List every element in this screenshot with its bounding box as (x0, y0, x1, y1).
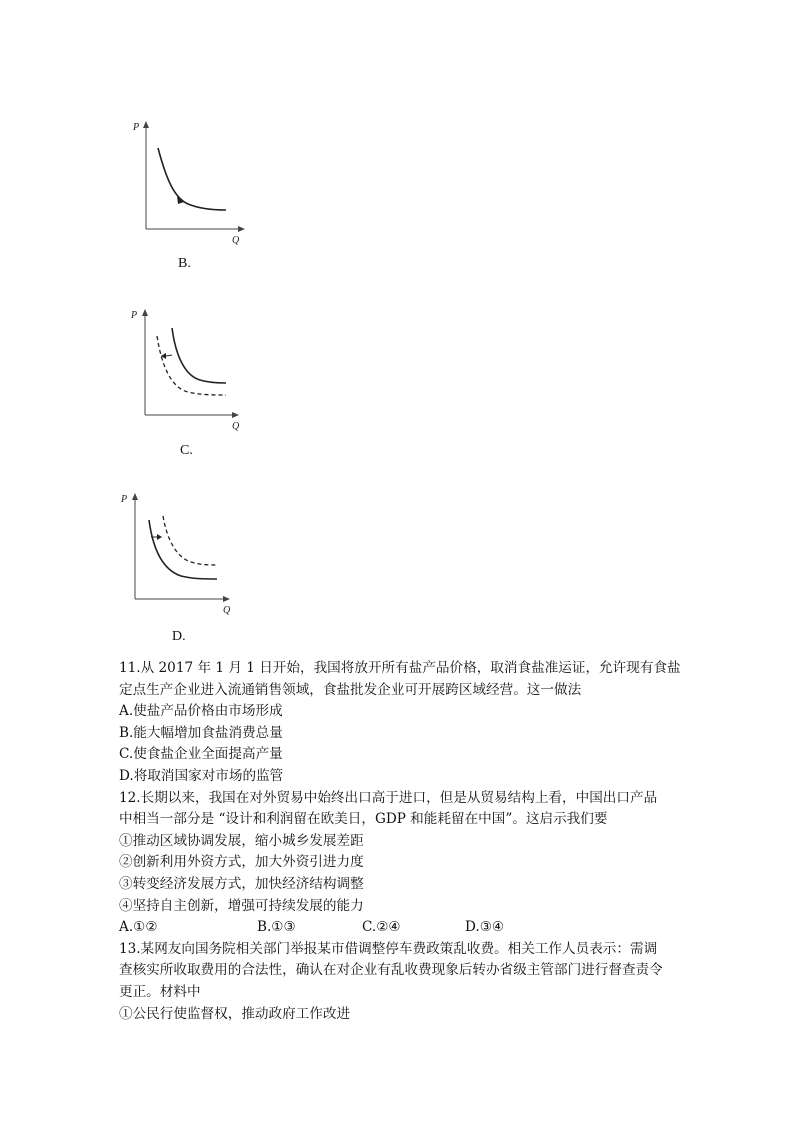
question-13-stem-line: 13.某网友向国务院相关部门举报某市借调整停车费政策乱收费。相关工作人员表示：需调 (119, 940, 658, 957)
statement-4: ④坚持自主创新，增强可持续发展的能力 (119, 897, 364, 914)
option-c: C.使食盐企业全面提高产量 (119, 746, 283, 763)
graph-c (128, 304, 248, 434)
choice-d: D.③④ (465, 919, 505, 936)
demand-curve (158, 148, 226, 210)
question-13 (119, 939, 684, 1025)
shifted-demand-curve (163, 516, 217, 565)
shift-arrow-line (166, 355, 172, 356)
statement-1: ①公民行使监督权，推动政府工作改进 (119, 1005, 351, 1022)
figure-d (117, 488, 237, 618)
answer-choices (119, 917, 684, 939)
y-axis-arrow (142, 309, 148, 316)
question-12-stem-line: 中相当一部分是 “设计和利润留在欧美日，GDP 和能耗留在中国”。这启示我们要 (119, 811, 608, 828)
figure-b (128, 116, 248, 246)
choice-b: B.①③ (257, 919, 296, 936)
x-axis-arrow (223, 596, 230, 602)
choice-c: C.②④ (362, 919, 401, 936)
question-11-stem-line: 11.从 2017 年 1 月 1 日开始，我国将放开所有盐产品价格，取消食盐准运证，允许现有食盐 (119, 660, 681, 676)
statement-2: ②创新利用外资方式，加大外资引进力度 (119, 854, 364, 871)
y-axis-label: P (121, 494, 128, 505)
option-a: A.使盐产品价格由市场形成 (119, 703, 283, 720)
x-axis-label: Q (232, 235, 240, 246)
choice-a: A.①② (119, 919, 158, 936)
question-text (119, 658, 684, 1025)
option-b: B.能大幅增加食盐消费总量 (119, 724, 283, 741)
option-d: D.将取消国家对市场的监管 (119, 767, 284, 784)
y-axis-label: P (131, 310, 138, 321)
question-11 (119, 658, 684, 788)
question-12 (119, 788, 684, 939)
question-13-stem-line: 更正。材料中 (119, 983, 201, 1000)
question-11-stem-line: 定点生产企业进入流通销售领域，食盐批发企业可开展跨区域经营。这一做法 (119, 681, 582, 698)
figure-c-label: C. (180, 443, 193, 458)
y-axis-arrow (132, 493, 138, 500)
figure-b-label: B. (178, 256, 191, 271)
statement-1: ①推动区域协调发展，缩小城乡发展差距 (119, 832, 364, 849)
x-axis-arrow (232, 412, 239, 418)
x-axis-label: Q (232, 421, 240, 432)
shift-arrow-head (157, 534, 162, 540)
original-demand-curve (149, 520, 217, 579)
question-13-stem-line: 查核实所收取费用的合法性，确认在对企业有乱收费现象后转办省级主管部门进行督查责令 (119, 962, 663, 979)
y-axis-label: P (133, 122, 140, 133)
statement-3: ③转变经济发展方式，加快经济结构调整 (119, 875, 364, 892)
x-axis-label: Q (223, 605, 231, 616)
figure-c (128, 304, 248, 434)
original-demand-curve (172, 328, 226, 383)
movement-arrow (177, 196, 184, 204)
graph-b (128, 116, 248, 246)
shifted-demand-curve (157, 336, 226, 395)
figure-d-label: D. (172, 629, 186, 644)
y-axis-arrow (143, 121, 149, 128)
x-axis-arrow (238, 226, 245, 232)
graph-d (117, 488, 237, 618)
question-12-stem-line: 12.长期以来，我国在对外贸易中始终出口高于进口，但是从贸易结构上看，中国出口产品 (119, 789, 658, 806)
